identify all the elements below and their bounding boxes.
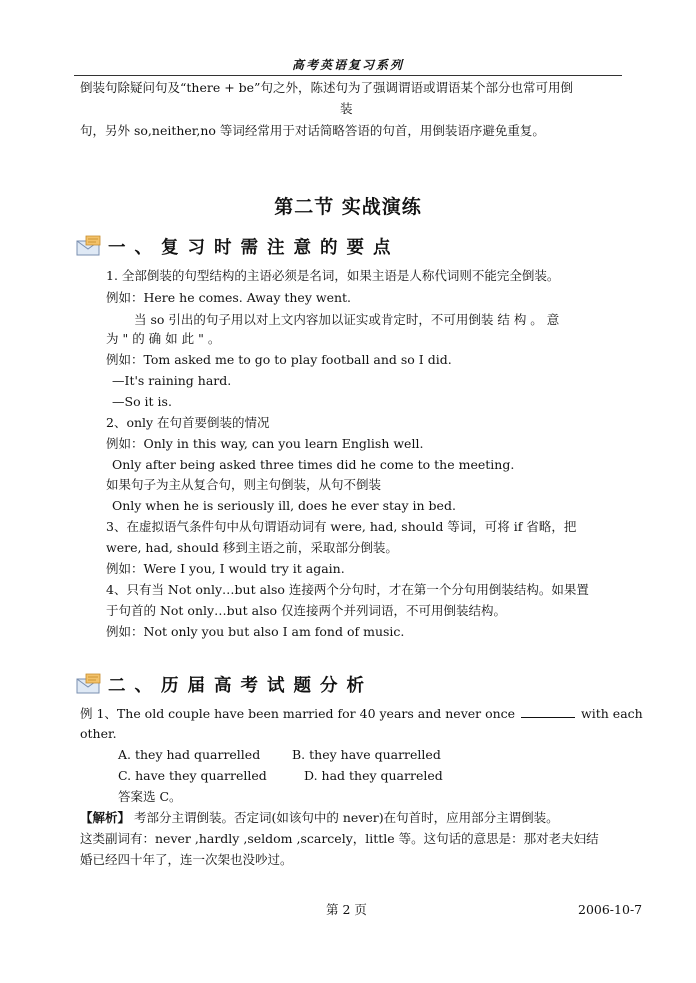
p1-line-12: Only when he is seriously ill, does he ever stay in bed. — [112, 498, 456, 513]
p1-line-15: 例如：Were I you, I would try it again. — [106, 561, 345, 576]
running-header: 高考英语复习系列 — [291, 58, 404, 72]
question-line-1 — [80, 706, 643, 722]
question-text-post: with each — [581, 706, 643, 721]
page-number: 第 2 页 — [326, 902, 367, 917]
envelope-icon — [76, 673, 102, 695]
part1-heading-text: 一、复习时需注意的要点 — [108, 237, 400, 258]
p1-line-16: 4、只有当 Not only…but also 连接两个分句时，才在第一个分句用倒装结构。如果置 — [106, 582, 589, 597]
answer-line: 答案选 C。 — [118, 789, 182, 804]
envelope-icon — [76, 235, 102, 257]
part1-heading — [76, 234, 400, 258]
footer-date: 2006-10-7 — [578, 902, 643, 917]
answer-blank — [521, 706, 575, 718]
p1-line-2: 例如：Here he comes. Away they went. — [106, 290, 352, 305]
option-c: C. have they quarrelled — [118, 768, 267, 783]
option-a: A. they had quarrelled — [118, 747, 261, 762]
analysis-line-3: 婚已经四十年了，连一次架也没吵过。 — [80, 852, 293, 867]
p1-line-8: 2、only 在句首要倒装的情况 — [106, 415, 270, 430]
section-title: 第二节 实战演练 — [274, 196, 422, 218]
question-line-2: other. — [80, 726, 117, 741]
p1-line-10: Only after being asked three times did he come to the meeting. — [112, 457, 515, 472]
intro-line-2: 句，另外 so,neither,no 等词经常用于对话简略答语的句首，用倒装语序避免重复。 — [80, 123, 545, 138]
p1-line-7: —So it is. — [112, 394, 172, 409]
p1-line-17: 于句首的 Not only…but also 仅连接两个并列词语，不可用倒装结构。 — [106, 603, 506, 618]
header-rule — [74, 75, 622, 76]
p1-line-11: 如果句子为主从复合句，则主句倒装，从句不倒装 — [106, 477, 382, 492]
analysis-text-1: 考部分主谓倒装。否定词(如该句中的 never)在句首时，应用部分主谓倒装。 — [130, 810, 559, 825]
analysis-label: 【解析】 — [80, 810, 131, 825]
analysis-line-1 — [80, 810, 559, 826]
p1-line-18: 例如：Not only you but also I am fond of music. — [106, 624, 405, 639]
p1-line-14: were, had, should 移到主语之前，采取部分倒装。 — [106, 540, 398, 555]
analysis-line-2: 这类副词有：never ,hardly ,seldom ,scarcely，little 等。这句话的意思是：那对老夫妇结 — [80, 831, 599, 846]
p1-line-9: 例如：Only in this way, can you learn English well. — [106, 436, 424, 451]
option-d: D. had they quarreled — [304, 768, 443, 783]
part2-heading-text: 二、历届高考试题分析 — [108, 675, 373, 696]
intro-line-1-wrap: 装 — [340, 101, 353, 116]
p1-line-3: 当 so 引出的句子用以对上文内容加以证实或肯定时，不可用倒装 结 构 。 意 — [134, 312, 560, 327]
intro-line-1: 倒装句除疑问句及“there + be”句之外，陈述句为了强调谓语或谓语某个部分也常可用倒 — [80, 80, 573, 95]
p1-line-5: 例如：Tom asked me to go to play football and so I did. — [106, 352, 452, 367]
p1-line-1: 1. 全部倒装的句型结构的主语必须是名词，如果主语是人称代词则不能完全倒装。 — [106, 268, 560, 283]
part2-heading — [76, 672, 373, 696]
p1-line-13: 3、在虚拟语气条件句中从句谓语动词有 were, had, should 等词，可将 if 省略，把 — [106, 519, 577, 534]
option-b: B. they have quarrelled — [292, 747, 441, 762]
p1-line-6: —It's raining hard. — [112, 373, 232, 388]
question-text-pre: 例 1、The old couple have been married for 40 years and never once — [80, 706, 516, 721]
p1-line-4: 为 " 的 确 如 此 " 。 — [106, 331, 221, 346]
